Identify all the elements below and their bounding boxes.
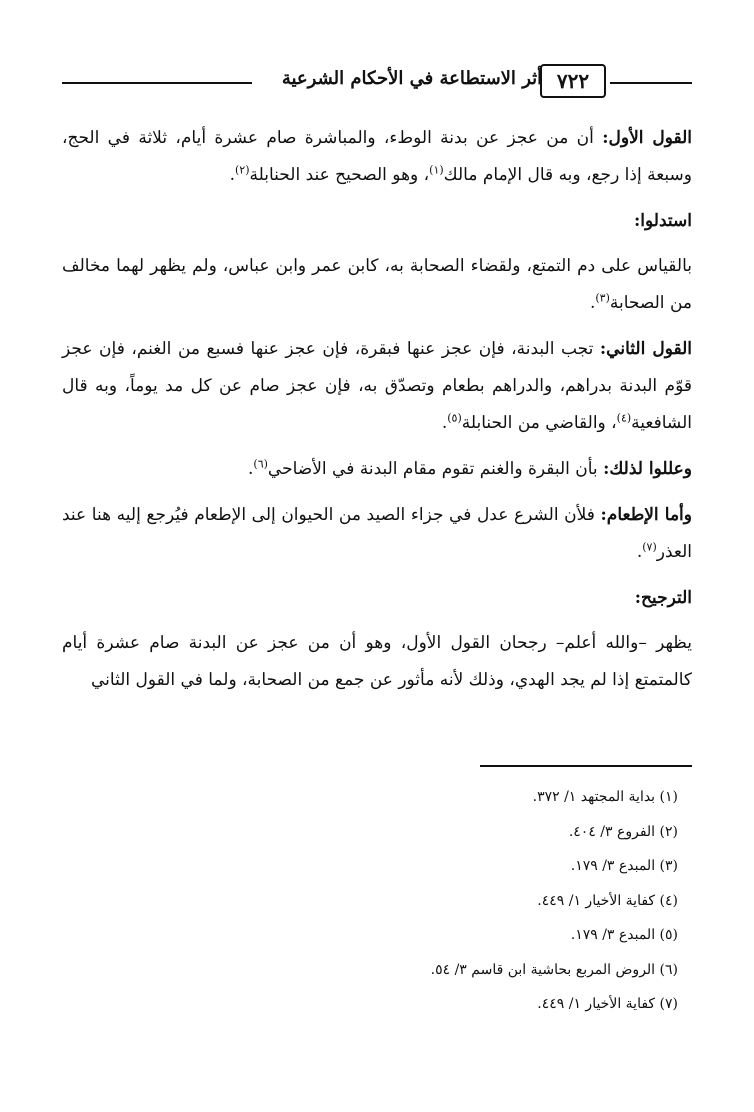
footnote-ref: (١) xyxy=(429,163,444,177)
footnote-ref: (٧) xyxy=(642,540,657,554)
footnote-7: (٧) كفاية الأخيار ١/ ٤٤٩. xyxy=(537,996,678,1012)
paragraph-second-opinion xyxy=(62,331,692,442)
paragraph-lead: القول الأول: xyxy=(602,128,693,148)
paragraph-evidence xyxy=(62,248,692,322)
header-rule-right xyxy=(610,82,692,84)
paragraph-preference xyxy=(62,625,692,699)
footnote-ref: (٢) xyxy=(235,163,250,177)
paragraph-end: . xyxy=(441,413,448,433)
paragraph-text: فلأن الشرع عدل في جزاء الصيد من الحيوان إلى الإطعام فيُرجع إليه هنا عند العذر xyxy=(62,505,692,562)
footnote-6: (٦) الروض المربع بحاشية ابن قاسم ٣/ ٥٤. xyxy=(430,961,678,978)
paragraph-first-opinion xyxy=(62,120,692,194)
paragraph-end: . xyxy=(589,293,596,313)
footnote-ref: (٤) xyxy=(616,411,632,425)
paragraph-text: بأن البقرة والغنم تقوم مقام البدنة في الأضاحي xyxy=(267,459,604,479)
paragraph-lead: وعللوا لذلك: xyxy=(603,459,692,479)
footnotes xyxy=(62,780,678,1022)
running-title: أثر الاستطاعة في الأحكام الشرعية xyxy=(281,68,543,89)
paragraph-text: ، وهو الصحيح عند الحنابلة xyxy=(249,165,430,185)
paragraph-lead: وأما الإطعام: xyxy=(600,505,692,525)
paragraph-feeding xyxy=(62,497,692,571)
page-number: ٧٢٢ xyxy=(540,64,606,98)
footnote-3: (٣) المبدع ٣/ ١٧٩. xyxy=(570,858,678,874)
main-text xyxy=(62,120,692,708)
paragraph-lead: القول الثاني: xyxy=(599,339,692,359)
paragraph-end: . xyxy=(229,165,235,185)
section-heading-preference: الترجيح: xyxy=(634,588,692,608)
paragraph-reasoning xyxy=(62,451,692,488)
footnote-1: (١) بداية المجتهد ١/ ٣٧٢. xyxy=(532,789,678,805)
paragraph-text: يظهر –والله أعلم– رجحان القول الأول، وهو أن من عجز عن البدنة صام عشرة أيام كالمتمتع إذا لم يجد الهدي، وذلك لأنه مأثور عن جمع من الصحابة، ولما في القول الثاني xyxy=(62,633,692,690)
footnote-ref: (٥) xyxy=(447,411,462,425)
footnote-separator xyxy=(480,765,692,767)
paragraph-end: . xyxy=(247,459,254,479)
paragraph-text: ، والقاضي من الحنابلة xyxy=(461,413,617,433)
footnote-ref: (٣) xyxy=(595,291,610,305)
paragraph-end: . xyxy=(636,542,643,562)
footnote-5: (٥) المبدع ٣/ ١٧٩. xyxy=(570,927,678,943)
footnote-ref: (٦) xyxy=(253,457,268,471)
paragraph-text: تجب البدنة، فإن عجز عنها فبقرة، فإن عجز عنها فسبع من الغنم، فإن عجز قوّم البدنة بدراهم، والدراهم بطعام وتصدّق به، فإن عجز صام عن كل مد يوماً، وبه قال الشافعية xyxy=(62,339,692,433)
footnote-4: (٤) كفاية الأخيار ١/ ٤٤٩. xyxy=(537,892,678,909)
footnote-2: (٢) الفروع ٣/ ٤٠٤. xyxy=(568,823,678,840)
section-heading-evidence: استدلوا: xyxy=(634,211,692,231)
paragraph-text: أن من عجز عن بدنة الوطء، والمباشرة صام عشرة أيام، ثلاثة في الحج، وسبعة إذا رجع، وبه قال الإمام مالك xyxy=(62,128,692,185)
header-rule-left xyxy=(62,82,252,84)
running-header xyxy=(62,60,692,104)
paragraph-text: بالقياس على دم التمتع، ولقضاء الصحابة به، كابن عمر وابن عباس، ولم يظهر لهما مخالف من الصحابة xyxy=(62,256,692,313)
